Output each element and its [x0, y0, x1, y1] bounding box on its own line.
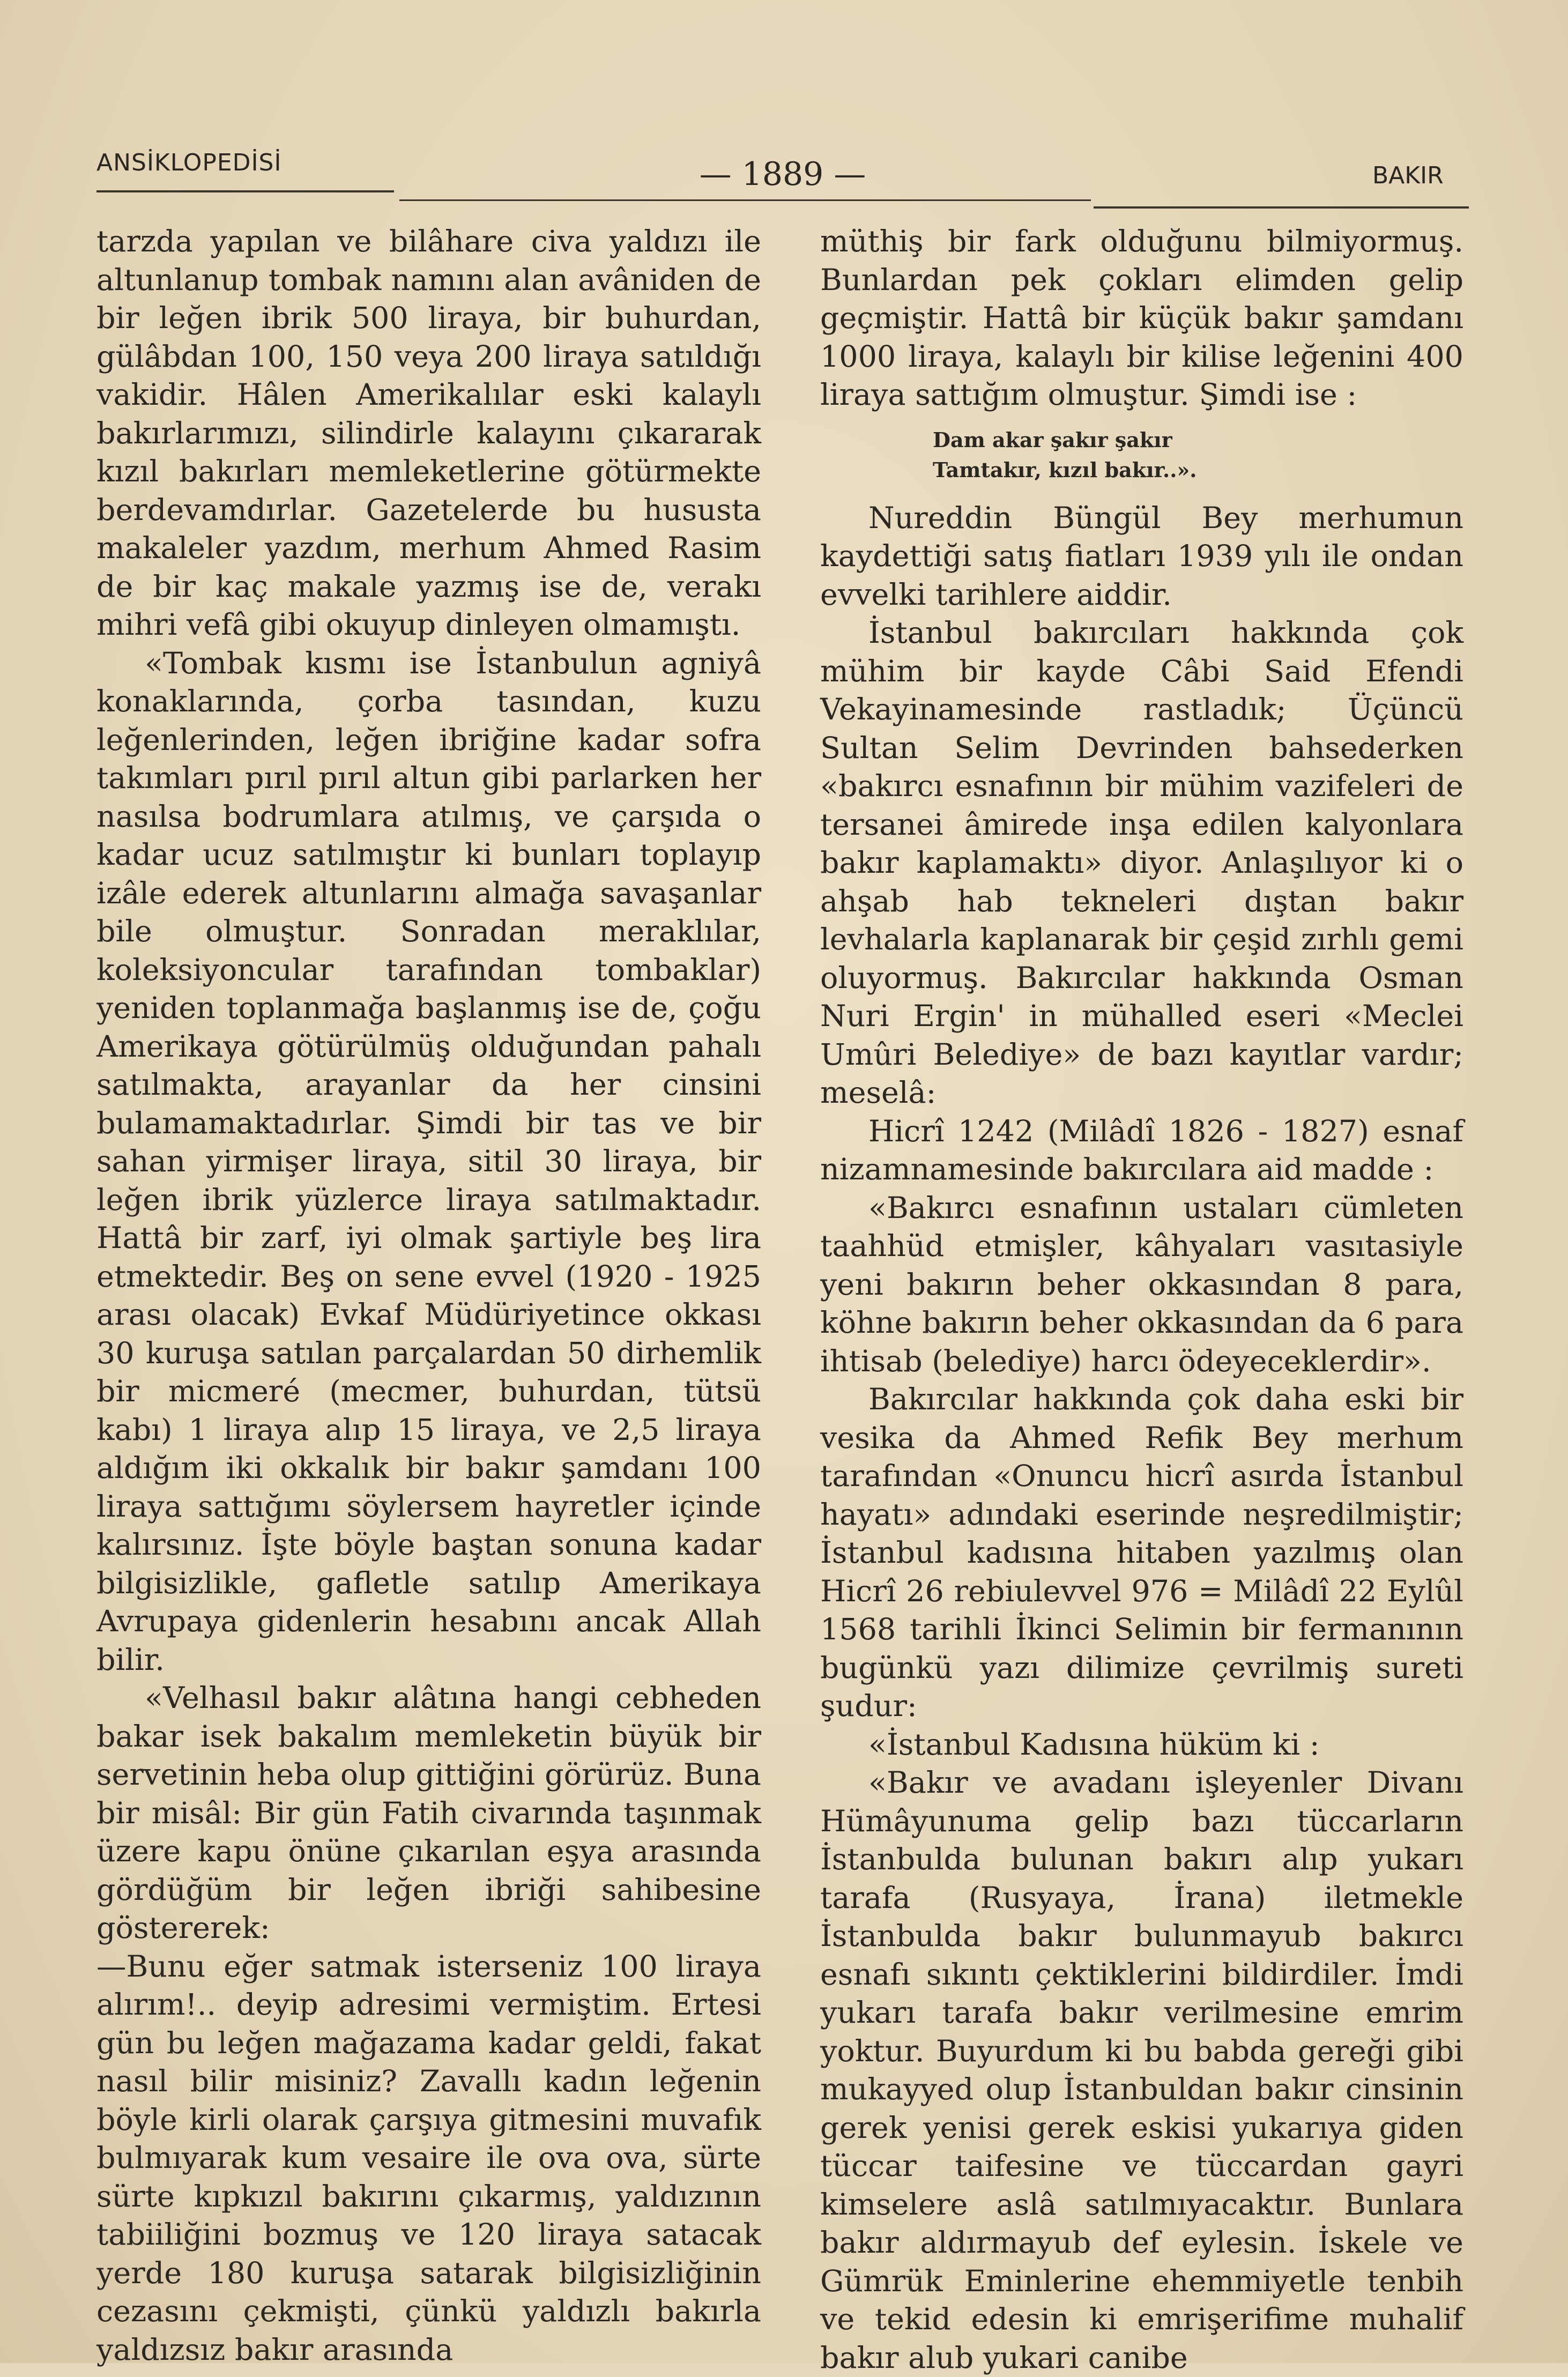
right-column: [820, 222, 1463, 2377]
paragraph: —Bunu eğer satmak isterseniz 100 liraya alırım!.. deyip adresimi vermiştim. Ertesi gün bu leğen mağazama kadar geldi, fakat nasıl bilir misiniz? Zavallı kadın leğenin böyle kirli olarak çarşıya gitmesini muvafık bulmıyarak kum vesaire ile ova ova, sürte sürte kıpkızıl bakırını çıkarmış, yaldızının tabiiliğini bozmuş ve 120 liraya satacak yerde 180 kuruşa satarak bilgisizliğinin cezasını çekmişti, çünkü yaldızlı bakırla yaldızsız bakır arasında: [96, 1949, 761, 2367]
paragraph: «Bakır ve avadanı işleyenler Divanı Hümâyunuma gelip bazı tüccarların İstanbulda bulunan bakırı alıp yukarı tarafa (Rusyaya, İrana) iletmekle İstanbulda bakır bulunmayub bakırcı esnafı sıkıntı çektiklerini bildirdiler. İmdi yukarı tarafa bakır verilmesine emrim yoktur. Buyurdum ki bu babda gereği gibi mukayyed olup İstanbuldan bakır cinsinin gerek yenisi gerek eskisi yukarıya giden tüccar taifesine ve tüccardan gayri kimselere aslâ satılmıyacaktır. Bunlara bakır aldırmayub def eylesin. İskele ve Gümrük Eminlerine ehemmiyetle tenbih ve tekid edesin ki emrişerifime muhalif bakır alub yukari canibe: [820, 1765, 1463, 2375]
paragraph: Bakırcılar hakkında çok daha eski bir vesika da Ahmed Refik Bey merhum tarafından «Onuncu hicrî asırda İstanbul hayatı» adındaki eserinde neşredilmiştir; İstanbul kadısına hitaben yazılmış olan Hicrî 26 rebiulevvel 976 = Milâdî 22 Eylûl 1568 tarihli İkinci Selimin bir fermanının bugünkü yazı dilimize çevrilmiş sureti şudur:: [820, 1382, 1463, 1724]
paragraph: Hicrî 1242 (Milâdî 1826 - 1827) esnaf nizamnamesinde bakırcılara aid madde :: [820, 1113, 1463, 1187]
paragraph: tarzda yapılan ve bilâhare civa yaldızı ile altunlanup tombak namını alan avâniden de bir leğen ibrik 500 liraya, bir buhurdan, gülâbdan 100, 150 veya 200 liraya satıldığı vakidir. Hâlen Amerikalılar eski kalaylı bakırlarımızı, silindirle kalayını çıkararak kızıl bakırları memleketlerine götürmekte berdevamdırlar. Gazetelerde bu hususta makaleler yazdım, merhum Ahmed Rasim de bir kaç makale yazmış ise de, verakı mihri vefâ gibi okuyup dinleyen olmamıştı.: [96, 224, 761, 642]
page-number: — 1889 —: [699, 155, 866, 193]
left-column: [96, 222, 761, 2369]
verse-line: Tamtakır, kızıl bakır..».: [933, 457, 1197, 482]
header-rule-right: [1094, 206, 1469, 209]
verse-quote: [933, 425, 1463, 485]
header-rule-left: [96, 190, 394, 192]
running-header-right: BAKIR: [1372, 162, 1444, 189]
paragraph: «Tombak kısmı ise İstanbulun agniyâ konaklarında, çorba tasından, kuzu leğenlerinden, leğen ibriğine kadar sofra takımları pırıl pırıl altun gibi parlarken her nasılsa bodrumlara atılmış, ve çarşıda o kadar ucuz satılmıştır ki bunları toplayıp izâle ederek altunlarını almağa savaşanlar bile olmuştur. Sonradan meraklılar, koleksiyoncular tarafından tombaklar) yeniden toplanmağa başlanmış ise de, çoğu Amerikaya götürülmüş olduğundan pahalı satılmakta, arayanlar da her cinsini bulamamaktadırlar. Şimdi bir tas ve bir sahan yirmişer liraya, sitil 30 liraya, bir leğen ibrik yüzlerce liraya satılmaktadır. Hattâ bir zarf, iyi olmak şartiyle beş lira etmektedir. Beş on sene evvel (1920 - 1925 arası olacak) Evkaf Müdüriyetince okkası 30 kuruşa satılan parçalardan 50 dirhemlik bir micmeré (mecmer, buhurdan, tütsü kabı) 1 liraya alıp 15 liraya, ve 2,5 liraya aldığım iki okkalık bir bakır şamdanı 100 liraya sattığımı söylersem hayretler içinde kalırsınız. İşte böyle baştan sonuna kadar bilgisizlikle, gafletle satılıp Amerikaya Avrupaya gidenlerin hesabını ancak Allah bilir.: [96, 645, 761, 1677]
paragraph: «Velhasıl bakır alâtına hangi cebheden bakar isek bakalım memleketin büyük bir servetinin heba olup gittiğini görürüz. Buna bir misâl: Bir gün Fatih civarında taşınmak üzere kapu önüne çıkarılan eşya arasında gördüğüm bir leğen ibriği sahibesine göstererek:: [96, 1681, 761, 1945]
verse-line: Dam akar şakır şakır: [933, 427, 1172, 452]
paragraph: «İstanbul Kadısına hüküm ki :: [868, 1727, 1320, 1762]
paragraph: Nureddin Büngül Bey merhumun kaydettiği satış fiatları 1939 yılı ile ondan evvelki tarihlere aiddir.: [820, 500, 1463, 612]
paragraph: «Bakırcı esnafının ustaları cümleten taahhüd etmişler, kâhyaları vasıtasiyle yeni bakırın beher okkasından 8 para, köhne bakırın beher okkasından da 6 para ihtisab (belediye) harcı ödeyeceklerdir».: [820, 1190, 1463, 1379]
header-rule-middle: [399, 199, 1091, 201]
running-header-left: ANSİKLOPEDİSİ: [96, 149, 282, 176]
paragraph: İstanbul bakırcıları hakkında çok mühim bir kayde Câbi Said Efendi Vekayinamesinde rastladık; Üçüncü Sultan Selim Devrinden bahsederken «bakırcı esnafının bir mühim vazifeleri de tersanei âmirede inşa edilen kalyonlara bakır kaplamaktı» diyor. Anlaşılıyor ki o ahşab hab tekneleri dıştan bakır levhalarla kaplanarak bir çeşid zırhlı gemi oluyormuş. Bakırcılar hakkında Osman Nuri Ergin' in mühalled eseri «Meclei Umûri Belediye» de bazı kayıtlar vardır; meselâ:: [820, 615, 1463, 1110]
paragraph: müthiş bir fark olduğunu bilmiyormuş. Bunlardan pek çokları elimden gelip geçmiştir. Hattâ bir küçük bakır şamdanı 1000 liraya, kalaylı bir kilise leğenini 400 liraya sattığım olmuştur. Şimdi ise :: [820, 224, 1463, 412]
